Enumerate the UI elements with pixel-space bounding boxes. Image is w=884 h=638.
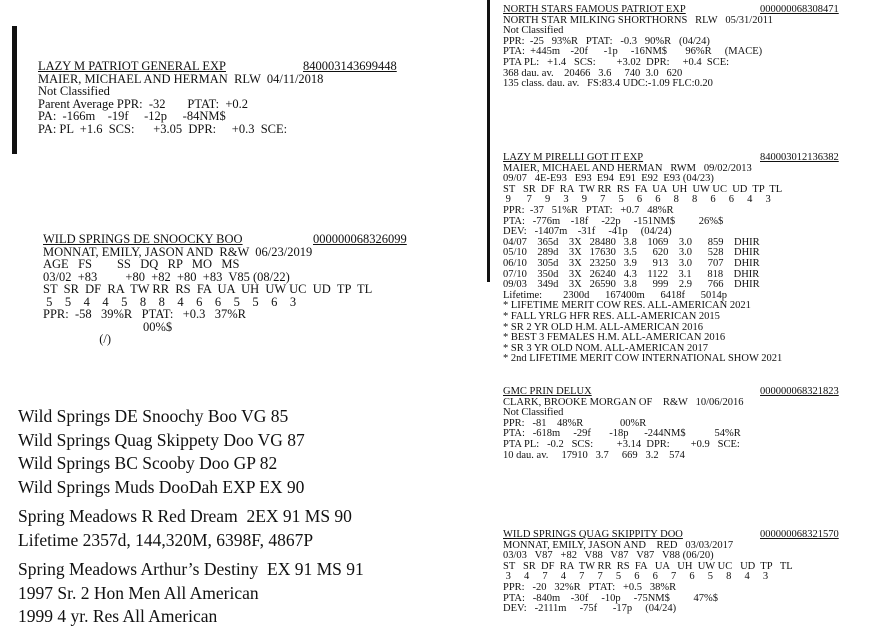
owner-line: MAIER, MICHAEL AND HERMAN RWM 09/02/2013 [503, 162, 752, 174]
owner-line: MONNAT, EMILY, JASON AND RED 03/03/2017 [503, 539, 734, 551]
pirelli-header [503, 153, 873, 164]
snoocky-header [43, 233, 443, 246]
info-line: PPR: -58 39%R PTAT: +0.3 37%R [43, 307, 247, 321]
info-line: Not Classified [38, 84, 110, 98]
info-line: PPR: -25 93%R PTAT: -0.3 90%R (04/24) [503, 35, 710, 47]
info-line: Lifetime: 2300d 167400m 6418f 5014p [503, 289, 727, 301]
info-line: PTA: -776m -18f -22p -151NM$ 26%$ [503, 215, 724, 227]
spring-meadows-arthur [18, 558, 478, 629]
info-line: Not Classified [503, 407, 564, 419]
registration-id: 840003012136382 [760, 152, 839, 163]
info-line: DEV: -1407m -31f -41p (04/24) [503, 226, 672, 238]
info-line: PTA: -840m -30f -10p -75NM$ 47%$ [503, 592, 718, 604]
info-line: DEV: -2111m -75f -17p (04/24) [503, 603, 677, 615]
pedigree-line: Spring Meadows R Red Dream 2EX 91 MS 90 [18, 506, 352, 526]
info-line: ST SR DF RA TW RR RS FA UA UH UW UC UD TP TL [503, 183, 783, 195]
info-line: AGE FS SS DQ RP MO MS [43, 257, 240, 271]
info-line: (/) [43, 332, 112, 346]
info-line: 07/10 350d 3X 26240 4.3 1122 3.1 818 DHIR [503, 268, 760, 280]
info-line: 10 dau. av. 17910 3.7 669 3.2 574 [503, 449, 685, 461]
north-stars-entry [503, 5, 873, 100]
lazy-m-patriot-entry [38, 60, 438, 150]
gmc-header [503, 387, 873, 398]
registration-id: 840003143699448 [303, 59, 397, 73]
lazy-m-patriot-header [38, 60, 438, 73]
info-line: 09/07 4E-E93 E93 E94 E91 E92 E93 (04/23) [503, 173, 714, 185]
info-line: PTA: +445m -20f -1p -16NM$ 96%R (MACE) [503, 46, 763, 58]
animal-name: GMC PRIN DELUX [503, 386, 592, 397]
wild-springs-snoocky-entry [43, 233, 443, 363]
info-line: PTA: -618m -29f -18p -244NM$ 54%R [503, 428, 741, 440]
info-line: PPR: -20 32%R PTAT: +0.5 38%R [503, 581, 677, 593]
info-line: ST SR DF RA TW RR RS FA UA UH UW UC UD TP TL [43, 282, 373, 296]
info-line: PTA PL: -0.2 SCS: +3.14 DPR: +0.9 SCE: [503, 438, 740, 450]
center-rule [487, 0, 490, 282]
animal-name: NORTH STARS FAMOUS PATRIOT EXP [503, 4, 686, 15]
info-line: * LIFETIME MERIT COW RES. ALL-AMERICAN 2021 [503, 300, 751, 312]
info-line: 09/03 349d 3X 26590 3.8 999 2.9 766 DHIR [503, 279, 760, 291]
animal-name: WILD SPRINGS DE SNOOCKY BOO [43, 232, 243, 246]
info-line: 00%$ [43, 319, 173, 334]
info-line: Not Classified [503, 25, 564, 37]
spring-meadows-red-dream [18, 505, 478, 552]
info-line: 368 dau. av. 20466 3.6 740 3.0 620 [503, 67, 683, 79]
pedigree-line: 1997 Sr. 2 Hon Men All American [18, 582, 259, 603]
animal-name: LAZY M PATRIOT GENERAL EXP [38, 59, 226, 73]
pedigree-line: Wild Springs Quag Skippety Doo VG 87 [18, 429, 305, 450]
info-line: 3 4 7 4 7 7 5 6 6 7 6 5 8 4 3 [503, 571, 769, 583]
info-line: * FALL YRLG HFR RES. ALL-AMERICAN 2015 [503, 310, 720, 322]
gmc-prin-entry [503, 387, 873, 477]
pedigree-line: Wild Springs Muds DooDah EXP EX 90 [18, 476, 305, 497]
pedigree-list [18, 405, 478, 499]
info-line: PA: PL +1.6 SCS: +3.05 DPR: +0.3 SCE: [38, 121, 288, 136]
quag-header [503, 530, 873, 541]
info-line: PA: -166m -19f -12p -84NM$ [38, 109, 226, 123]
info-line: 04/07 365d 3X 28480 3.8 1069 3.0 859 DHIR [503, 236, 760, 248]
info-line: 135 class. dau. av. FS:83.4 UDC:-1.09 FLC:0.20 [503, 78, 713, 90]
pedigree-line: Spring Meadows Arthur’s Destiny EX 91 MS 91 [18, 559, 364, 579]
info-line: Parent Average PPR: -32 PTAT: +0.2 [38, 96, 249, 111]
info-line: * SR 2 YR OLD H.M. ALL-AMERICAN 2016 [503, 321, 703, 333]
pedigree-line: Wild Springs BC Scooby Doo GP 82 [18, 453, 278, 473]
animal-name: LAZY M PIRELLI GOT IT EXP [503, 152, 644, 163]
registration-id: 000000068321823 [760, 386, 839, 397]
registration-id: 000000068308471 [760, 4, 839, 15]
owner-line: NORTH STAR MILKING SHORTHORNS RLW 05/31/2011 [503, 14, 773, 26]
info-line: PPR: -81 48%R 00%R [503, 417, 647, 429]
pedigree-line: Lifetime 2357d, 144,320M, 6398F, 4867P [18, 529, 314, 550]
owner-line: CLARK, BROOKE MORGAN OF R&W 10/06/2016 [503, 396, 744, 408]
registration-id: 000000068321570 [760, 529, 839, 540]
registration-id: 000000068326099 [313, 232, 407, 246]
info-line: 03/02 +83 +80 +82 +80 +83 V85 (08/22) [43, 269, 290, 284]
wild-springs-quag-entry [503, 530, 873, 630]
owner-line: MONNAT, EMILY, JASON AND R&W 06/23/2019 [43, 244, 313, 259]
info-line: 06/10 305d 3X 23250 3.9 913 3.0 707 DHIR [503, 257, 760, 269]
pedigree-line: 1999 4 yr. Res All American [18, 606, 218, 626]
info-line: * 2nd LIFETIME MERIT COW INTERNATIONAL SHOW 2021 [503, 353, 783, 365]
info-line: 5 5 4 4 5 8 8 4 6 6 5 5 6 3 [43, 294, 297, 309]
owner-line: MAIER, MICHAEL AND HERMAN RLW 04/11/2018 [38, 71, 324, 86]
info-line: * SR 3 YR OLD NOM. ALL-AMERICAN 2017 [503, 342, 708, 354]
info-line: 03/03 V87 +82 V88 V87 V87 V88 (06/20) [503, 550, 714, 562]
lazy-m-pirelli-entry [503, 153, 873, 383]
north-stars-header [503, 5, 873, 16]
info-line: PPR: -37 51%R PTAT: +0.7 48%R [503, 204, 674, 216]
animal-name: WILD SPRINGS QUAG SKIPPITY DOO [503, 529, 683, 540]
info-line: ST SR DF RA TW RR RS FA UA UH UW UC UD TP TL [503, 560, 793, 572]
info-line: 9 7 9 3 9 7 5 6 6 8 8 6 6 4 3 [503, 194, 771, 206]
left-margin-rule [12, 26, 17, 154]
info-line: 05/10 289d 3X 17630 3.5 620 3.0 528 DHIR [503, 247, 760, 259]
info-line: * BEST 3 FEMALES H.M. ALL-AMERICAN 2016 [503, 332, 726, 344]
pedigree-line: Wild Springs DE Snoochy Boo VG 85 [18, 406, 289, 426]
info-line: PTA PL: +1.4 SCS: +3.02 DPR: +0.4 SCE: [503, 56, 730, 68]
